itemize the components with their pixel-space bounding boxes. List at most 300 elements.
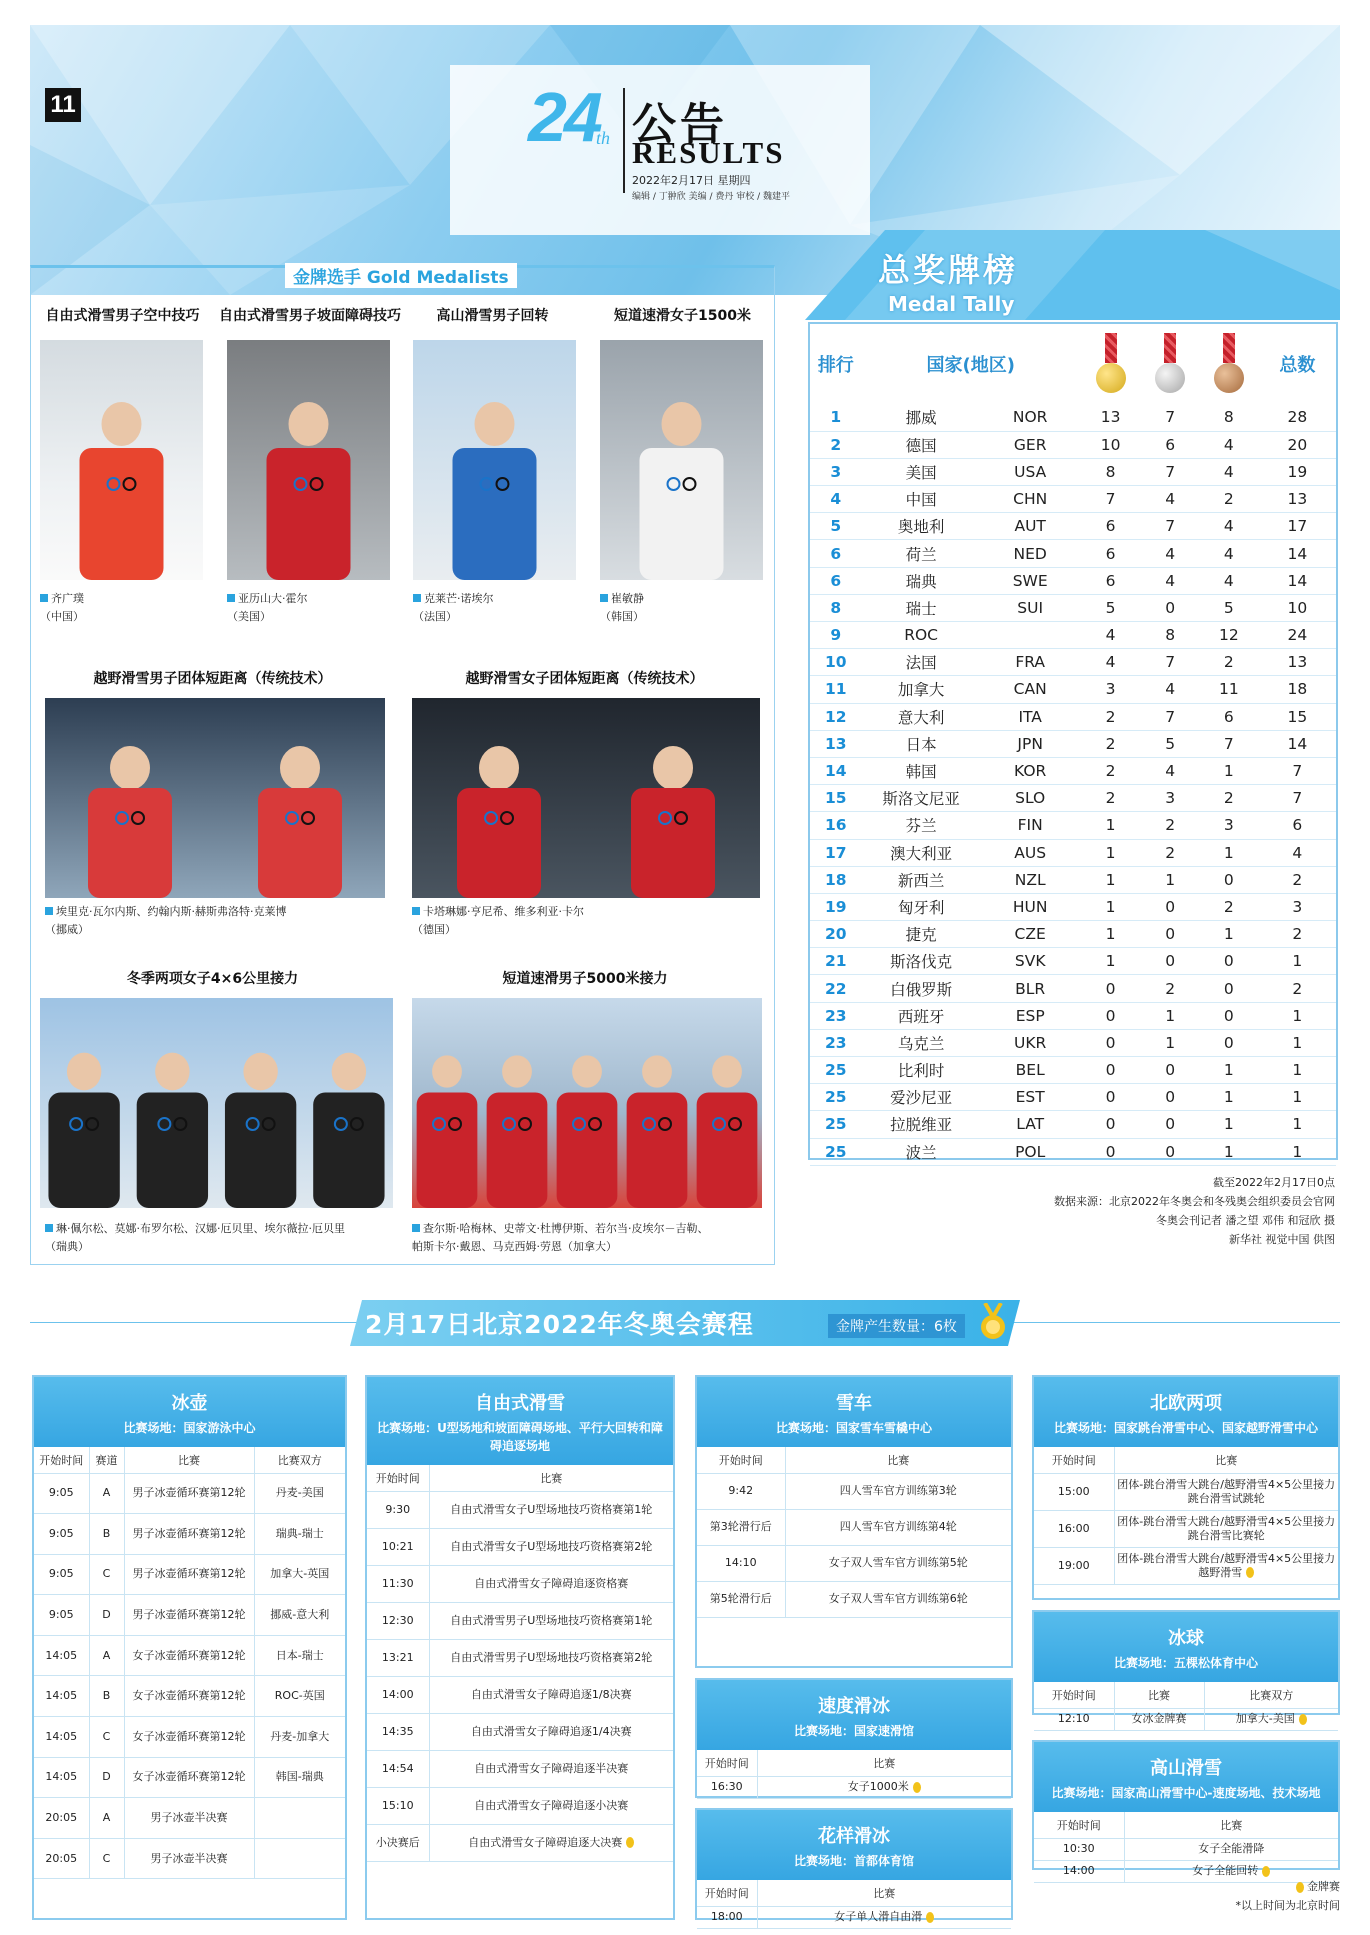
table-row xyxy=(34,1635,345,1676)
schedule-nordic xyxy=(1032,1375,1340,1600)
medalist-caption xyxy=(412,903,762,939)
schedule-cell: 女子双人雪车官方训练第6轮 xyxy=(785,1581,1011,1617)
silver-cell: 8 xyxy=(1141,622,1199,649)
schedule-header xyxy=(1034,1377,1338,1447)
medalist-caption xyxy=(600,590,765,626)
total-cell: 14 xyxy=(1259,730,1336,757)
schedule-cell: 丹麦-美国 xyxy=(254,1473,345,1514)
event-title: 越野滑雪女子团体短距离（传统技术） xyxy=(465,671,704,687)
schedule-cell: 20:05 xyxy=(34,1798,89,1839)
schedule-cell: 11:30 xyxy=(367,1565,429,1602)
rank-cell: 17 xyxy=(810,839,862,866)
table-row xyxy=(697,1473,1011,1509)
code-cell: NZL xyxy=(981,866,1080,893)
table-row xyxy=(810,839,1336,866)
table-row xyxy=(1034,1708,1338,1730)
total-cell: 15 xyxy=(1259,703,1336,730)
code-cell: SVK xyxy=(981,948,1080,975)
schedule-header xyxy=(1034,1742,1338,1812)
gold-medal-icon xyxy=(975,1303,1011,1341)
gold-cell: 5 xyxy=(1080,594,1142,621)
schedule-cell: 女子全能回转 xyxy=(1124,1860,1338,1882)
silver-cell: 0 xyxy=(1141,921,1199,948)
silver-cell: 2 xyxy=(1141,975,1199,1002)
bronze-medal-icon xyxy=(1214,363,1244,393)
country-cell: 捷克 xyxy=(862,921,981,948)
schedule-cell: 14:35 xyxy=(367,1713,429,1750)
bronze-cell: 2 xyxy=(1199,785,1259,812)
schedule-cell: 15:00 xyxy=(1034,1473,1114,1510)
medalist-caption xyxy=(227,590,392,626)
venue: 比赛场地：五棵松体育中心 xyxy=(1113,1656,1258,1670)
gold-cell: 6 xyxy=(1080,567,1142,594)
total-cell: 1 xyxy=(1259,1138,1336,1165)
rank-cell: 1 xyxy=(810,404,862,431)
table-row xyxy=(1034,1838,1338,1860)
code-cell: BEL xyxy=(981,1057,1080,1084)
column-header: 开始时间 xyxy=(1034,1682,1114,1708)
table-row xyxy=(810,1138,1336,1165)
schedule-figure xyxy=(695,1808,1013,1923)
schedule-header xyxy=(1034,1612,1338,1682)
bronze-cell: 4 xyxy=(1199,431,1259,458)
medalist-country: （挪威） xyxy=(45,923,89,936)
table-row xyxy=(810,703,1336,730)
code-cell: CZE xyxy=(981,921,1080,948)
country-cell: 匈牙利 xyxy=(862,893,981,920)
schedule-header xyxy=(34,1377,345,1447)
schedule-cell: 14:05 xyxy=(34,1717,89,1758)
gold-cell: 0 xyxy=(1080,1111,1142,1138)
silver-cell: 4 xyxy=(1141,567,1199,594)
schedule-freestyle xyxy=(365,1375,675,1920)
table-row xyxy=(367,1491,673,1528)
silver-cell: 7 xyxy=(1141,404,1199,431)
schedule-cell: 小决赛后 xyxy=(367,1824,429,1861)
bronze-cell: 0 xyxy=(1199,948,1259,975)
schedule-cell: 19:00 xyxy=(1034,1547,1114,1584)
schedule-cell: D xyxy=(89,1757,124,1798)
medalist-name: 齐广璞 xyxy=(51,592,84,605)
silver-cell: 0 xyxy=(1141,893,1199,920)
rank-header: 排行 xyxy=(817,355,854,376)
silver-cell: 0 xyxy=(1141,1057,1199,1084)
code-cell xyxy=(981,622,1080,649)
medalist-name: 亚历山大·霍尔 xyxy=(238,592,308,605)
table-row xyxy=(367,1713,673,1750)
schedule-cell: 自由式滑雪女子障碍追逐小决赛 xyxy=(429,1787,673,1824)
table-row xyxy=(810,404,1336,431)
caption-marker-icon xyxy=(45,1224,53,1232)
caption-marker-icon xyxy=(45,907,53,915)
total-cell: 17 xyxy=(1259,513,1336,540)
schedule-cell: 13:21 xyxy=(367,1639,429,1676)
column-header: 比赛 xyxy=(785,1447,1011,1473)
bronze-cell: 0 xyxy=(1199,1002,1259,1029)
country-cell: 比利时 xyxy=(862,1057,981,1084)
silver-cell: 6 xyxy=(1141,431,1199,458)
schedule-table xyxy=(367,1465,673,1862)
bronze-cell: 1 xyxy=(1199,1057,1259,1084)
medalist-name: 卡塔琳娜·亨尼希、维多利亚·卡尔 xyxy=(423,905,584,918)
schedule-header xyxy=(697,1810,1011,1880)
rank-cell: 23 xyxy=(810,1029,862,1056)
total-cell: 14 xyxy=(1259,567,1336,594)
table-row xyxy=(697,1581,1011,1617)
medalist-country: （瑞典） xyxy=(45,1240,89,1253)
schedule-cell: 9:05 xyxy=(34,1554,89,1595)
bronze-cell: 6 xyxy=(1199,703,1259,730)
code-cell: POL xyxy=(981,1138,1080,1165)
schedule-cell: ROC-英国 xyxy=(254,1676,345,1717)
schedule-cell: 团体-跳台滑雪大跳台/越野滑雪4×5公里接力 越野滑雪 xyxy=(1114,1547,1338,1584)
schedule-table xyxy=(1034,1682,1338,1731)
silver-cell: 2 xyxy=(1141,839,1199,866)
caption-marker-icon xyxy=(600,594,608,602)
code-cell: SUI xyxy=(981,594,1080,621)
total-cell: 1 xyxy=(1259,1111,1336,1138)
schedule-cell: B xyxy=(89,1676,124,1717)
gold-cell: 1 xyxy=(1080,921,1142,948)
section-title-cn: 公告 xyxy=(632,99,728,150)
schedule-cell: 10:21 xyxy=(367,1528,429,1565)
games-logo-sup: th xyxy=(596,128,611,148)
code-cell: USA xyxy=(981,458,1080,485)
sport-name: 花样滑冰 xyxy=(818,1826,890,1847)
rank-cell: 23 xyxy=(810,1002,862,1029)
gold-cell: 4 xyxy=(1080,649,1142,676)
schedule-cell: 14:05 xyxy=(34,1757,89,1798)
schedule-title: 2月17日北京2022年冬奥会赛程 xyxy=(365,1310,754,1339)
bronze-cell: 12 xyxy=(1199,622,1259,649)
table-row xyxy=(810,513,1336,540)
bronze-cell: 0 xyxy=(1199,1029,1259,1056)
schedule-cell: 瑞典-瑞士 xyxy=(254,1514,345,1555)
sport-name: 北欧两项 xyxy=(1150,1393,1222,1414)
column-header: 比赛 xyxy=(1114,1447,1338,1473)
schedule-cell: 9:05 xyxy=(34,1473,89,1514)
caption-marker-icon xyxy=(227,594,235,602)
rank-cell: 13 xyxy=(810,730,862,757)
silver-cell: 0 xyxy=(1141,594,1199,621)
code-cell: AUS xyxy=(981,839,1080,866)
gold-cell: 1 xyxy=(1080,839,1142,866)
schedule-cell: 第3轮滑行后 xyxy=(697,1509,785,1545)
silver-cell: 7 xyxy=(1141,458,1199,485)
sport-name: 自由式滑雪 xyxy=(475,1393,565,1414)
silver-cell: 4 xyxy=(1141,540,1199,567)
venue: 比赛场地：U型场地和坡面障碍场地、平行大回转和障碍追逐场地 xyxy=(377,1421,663,1453)
medalist-photo xyxy=(227,340,390,580)
total-cell: 7 xyxy=(1259,785,1336,812)
schedule-cell: C xyxy=(89,1838,124,1879)
country-cell: 奥地利 xyxy=(862,513,981,540)
gold-medalists-title: 金牌选手 Gold Medalists xyxy=(285,263,517,288)
gold-medal-icon xyxy=(626,1837,634,1848)
medal-tally-table-panel xyxy=(808,322,1338,1160)
table-row xyxy=(367,1824,673,1861)
gold-cell: 4 xyxy=(1080,622,1142,649)
country-cell: 挪威 xyxy=(862,404,981,431)
schedule-cell: 女子1000米 xyxy=(757,1776,1011,1798)
table-row xyxy=(697,1545,1011,1581)
medalist-photo xyxy=(40,998,393,1208)
medalist-photo xyxy=(600,340,763,580)
table-row xyxy=(810,676,1336,703)
medalist-photo xyxy=(40,340,203,580)
schedule-cell: 14:05 xyxy=(34,1635,89,1676)
rank-cell: 20 xyxy=(810,921,862,948)
medalist-photo xyxy=(45,698,385,898)
schedule-cell: 自由式滑雪女子U型场地技巧资格赛第1轮 xyxy=(429,1491,673,1528)
table-row xyxy=(697,1509,1011,1545)
schedule-cell: 14:10 xyxy=(697,1545,785,1581)
rank-cell: 25 xyxy=(810,1138,862,1165)
table-row xyxy=(34,1717,345,1758)
gold-medal-icon xyxy=(1296,1882,1304,1893)
schedule-cell: 女子单人滑自由滑 xyxy=(757,1906,1011,1928)
rank-cell: 25 xyxy=(810,1111,862,1138)
total-cell: 2 xyxy=(1259,921,1336,948)
time-note: *以上时间为北京时间 xyxy=(1235,1899,1340,1912)
rank-cell: 18 xyxy=(810,866,862,893)
country-cell: 澳大利亚 xyxy=(862,839,981,866)
section-title-en: RESULTS xyxy=(632,135,785,170)
total-cell: 1 xyxy=(1259,1002,1336,1029)
schedule-cell: 四人雪车官方训练第3轮 xyxy=(785,1473,1011,1509)
gold-cell: 3 xyxy=(1080,676,1142,703)
schedule-cell: 女子冰壶循环赛第12轮 xyxy=(124,1635,254,1676)
table-row xyxy=(367,1787,673,1824)
schedule-cell: 团体-跳台滑雪大跳台/越野滑雪4×5公里接力 跳台滑雪比赛轮 xyxy=(1114,1510,1338,1547)
schedule-cell: 9:05 xyxy=(34,1514,89,1555)
code-cell: BLR xyxy=(981,975,1080,1002)
schedule-cell: 15:10 xyxy=(367,1787,429,1824)
schedule-cell: 丹麦-加拿大 xyxy=(254,1717,345,1758)
event-title: 自由式滑雪男子坡面障碍技巧 xyxy=(219,308,401,324)
gold-cell: 2 xyxy=(1080,730,1142,757)
table-row xyxy=(367,1639,673,1676)
rank-cell: 8 xyxy=(810,594,862,621)
table-row xyxy=(34,1838,345,1879)
total-cell: 3 xyxy=(1259,893,1336,920)
silver-cell: 7 xyxy=(1141,513,1199,540)
bronze-cell: 4 xyxy=(1199,513,1259,540)
rank-cell: 6 xyxy=(810,567,862,594)
schedule-cell: 男子冰壶循环赛第12轮 xyxy=(124,1595,254,1636)
table-row xyxy=(810,540,1336,567)
schedule-cell xyxy=(254,1838,345,1879)
schedule-cell: 加拿大-美国 xyxy=(1204,1708,1338,1730)
schedule-cell: 男子冰壶循环赛第12轮 xyxy=(124,1473,254,1514)
schedule-cell: 18:00 xyxy=(697,1906,757,1928)
total-cell: 14 xyxy=(1259,540,1336,567)
schedule-table xyxy=(1034,1447,1338,1585)
table-row xyxy=(697,1906,1011,1928)
table-row xyxy=(810,1002,1336,1029)
country-cell: 日本 xyxy=(862,730,981,757)
medalist-caption xyxy=(413,590,578,626)
column-header: 比赛双方 xyxy=(254,1447,345,1473)
table-row xyxy=(810,785,1336,812)
schedule-cell: 韩国-瑞典 xyxy=(254,1757,345,1798)
country-cell: 斯洛文尼亚 xyxy=(862,785,981,812)
rank-cell: 22 xyxy=(810,975,862,1002)
silver-cell: 1 xyxy=(1141,866,1199,893)
gold-cell: 6 xyxy=(1080,513,1142,540)
silver-cell: 0 xyxy=(1141,948,1199,975)
schedule-cell: 9:30 xyxy=(367,1491,429,1528)
schedule-table xyxy=(697,1750,1011,1799)
silver-cell: 2 xyxy=(1141,812,1199,839)
bronze-cell: 1 xyxy=(1199,1084,1259,1111)
medalist-name: 琳·佩尔松、莫娜·布罗尔松、汉娜·厄贝里、埃尔薇拉·厄贝里 xyxy=(56,1222,345,1235)
table-row xyxy=(810,1111,1336,1138)
silver-cell: 0 xyxy=(1141,1138,1199,1165)
schedule-cell: A xyxy=(89,1473,124,1514)
games-logo: 24 xyxy=(528,78,600,156)
medalist-name: 克莱芒·诺埃尔 xyxy=(424,592,494,605)
caption-marker-icon xyxy=(412,907,420,915)
total-cell: 13 xyxy=(1259,486,1336,513)
table-row xyxy=(34,1514,345,1555)
bronze-cell: 3 xyxy=(1199,812,1259,839)
country-cell: 波兰 xyxy=(862,1138,981,1165)
country-cell: 斯洛伐克 xyxy=(862,948,981,975)
caption-marker-icon xyxy=(412,1224,420,1232)
country-cell: 意大利 xyxy=(862,703,981,730)
schedule-table xyxy=(697,1447,1011,1618)
schedule-cell: A xyxy=(89,1798,124,1839)
rank-cell: 3 xyxy=(810,458,862,485)
schedule-cell: 挪威-意大利 xyxy=(254,1595,345,1636)
total-cell: 1 xyxy=(1259,1084,1336,1111)
gold-cell: 0 xyxy=(1080,1029,1142,1056)
schedule-cell: 20:05 xyxy=(34,1838,89,1879)
venue: 比赛场地：国家跳台滑雪中心、国家越野滑雪中心 xyxy=(1053,1421,1318,1435)
code-cell: SWE xyxy=(981,567,1080,594)
table-row xyxy=(1034,1473,1338,1510)
schedule-cell: 自由式滑雪男子U型场地技巧资格赛第1轮 xyxy=(429,1602,673,1639)
table-row xyxy=(810,893,1336,920)
bronze-cell: 1 xyxy=(1199,921,1259,948)
rank-cell: 25 xyxy=(810,1057,862,1084)
medal-tally-notes xyxy=(1054,1173,1335,1249)
schedule-cell: 自由式滑雪女子障碍追逐资格赛 xyxy=(429,1565,673,1602)
medalist-photo xyxy=(412,698,760,898)
total-cell: 24 xyxy=(1259,622,1336,649)
code-cell: EST xyxy=(981,1084,1080,1111)
total-cell: 10 xyxy=(1259,594,1336,621)
schedule-cell: 男子冰壶半决赛 xyxy=(124,1798,254,1839)
bronze-cell: 0 xyxy=(1199,975,1259,1002)
column-header: 赛道 xyxy=(89,1447,124,1473)
issue-date: 2022年2月17日 星期四 xyxy=(632,174,751,187)
table-row xyxy=(810,458,1336,485)
schedule-cell: 9:42 xyxy=(697,1473,785,1509)
code-cell: KOR xyxy=(981,757,1080,784)
table-row xyxy=(367,1602,673,1639)
silver-cell: 5 xyxy=(1141,730,1199,757)
country-cell: 芬兰 xyxy=(862,812,981,839)
bronze-cell: 2 xyxy=(1199,893,1259,920)
table-row xyxy=(1034,1547,1338,1584)
code-cell: CAN xyxy=(981,676,1080,703)
table-row xyxy=(810,1057,1336,1084)
schedule-table xyxy=(34,1447,345,1879)
bronze-cell: 1 xyxy=(1199,1138,1259,1165)
venue: 比赛场地：国家速滑馆 xyxy=(793,1724,914,1738)
country-cell: 瑞典 xyxy=(862,567,981,594)
column-header: 比赛 xyxy=(757,1880,1011,1906)
schedule-cell: 团体-跳台滑雪大跳台/越野滑雪4×5公里接力 跳台滑雪试跳轮 xyxy=(1114,1473,1338,1510)
table-row xyxy=(810,594,1336,621)
schedule-cell: 四人雪车官方训练第4轮 xyxy=(785,1509,1011,1545)
caption-marker-icon xyxy=(413,594,421,602)
column-header: 开始时间 xyxy=(697,1750,757,1776)
staff-credits: 编辑 / 丁翀欣 美编 / 费丹 审校 / 魏建平 xyxy=(632,192,790,202)
total-cell: 2 xyxy=(1259,866,1336,893)
total-cell: 6 xyxy=(1259,812,1336,839)
schedule-cell: 女子冰壶循环赛第12轮 xyxy=(124,1717,254,1758)
sport-name: 高山滑雪 xyxy=(1150,1758,1222,1779)
medalist-photo xyxy=(412,998,762,1208)
medal-tally-table xyxy=(810,324,1336,1166)
schedule-alpine xyxy=(1032,1740,1340,1877)
medalist-country: （韩国） xyxy=(600,610,644,623)
gold-medal-icon xyxy=(1262,1866,1270,1877)
event-title: 短道速滑女子1500米 xyxy=(614,308,751,324)
rank-cell: 14 xyxy=(810,757,862,784)
column-header: 比赛双方 xyxy=(1204,1682,1338,1708)
gold-cell: 0 xyxy=(1080,1084,1142,1111)
gold-medal-icon xyxy=(1096,363,1126,393)
schedule-cell: 女子冰壶循环赛第12轮 xyxy=(124,1757,254,1798)
schedule-cell: 自由式滑雪女子障碍追逐半决赛 xyxy=(429,1750,673,1787)
schedule-cell: 女子全能滑降 xyxy=(1124,1838,1338,1860)
schedule-cell: 女子冰壶循环赛第12轮 xyxy=(124,1676,254,1717)
schedule-cell: D xyxy=(89,1595,124,1636)
event-title: 自由式滑雪男子空中技巧 xyxy=(45,308,200,324)
total-cell: 20 xyxy=(1259,431,1336,458)
cutoff-note: 截至2022年2月17日0点 xyxy=(1213,1176,1335,1189)
country-cell: 爱沙尼亚 xyxy=(862,1084,981,1111)
column-header: 开始时间 xyxy=(1034,1812,1124,1838)
rank-cell: 5 xyxy=(810,513,862,540)
schedule-header xyxy=(697,1680,1011,1750)
gold-cell: 0 xyxy=(1080,1138,1142,1165)
bronze-cell: 5 xyxy=(1199,594,1259,621)
schedule-cell: 自由式滑雪女子障碍追逐大决赛 xyxy=(429,1824,673,1861)
code-cell: NOR xyxy=(981,404,1080,431)
medal-tally-title: 总奖牌榜 xyxy=(878,251,1019,289)
table-row xyxy=(697,1776,1011,1798)
column-header: 开始时间 xyxy=(1034,1447,1114,1473)
gold-cell: 2 xyxy=(1080,703,1142,730)
divider xyxy=(623,88,625,193)
schedule-cell: 10:30 xyxy=(1034,1838,1124,1860)
sport-name: 冰壶 xyxy=(171,1393,208,1414)
country-cell: 乌克兰 xyxy=(862,1029,981,1056)
gold-cell: 8 xyxy=(1080,458,1142,485)
country-cell: 法国 xyxy=(862,649,981,676)
gold-cell: 0 xyxy=(1080,1057,1142,1084)
total-cell: 13 xyxy=(1259,649,1336,676)
schedule-legend: 金牌赛 *以上时间为北京时间 xyxy=(1236,1877,1341,1915)
medalist-caption xyxy=(40,590,205,626)
code-cell: LAT xyxy=(981,1111,1080,1138)
gold-medal-icon xyxy=(913,1782,921,1793)
